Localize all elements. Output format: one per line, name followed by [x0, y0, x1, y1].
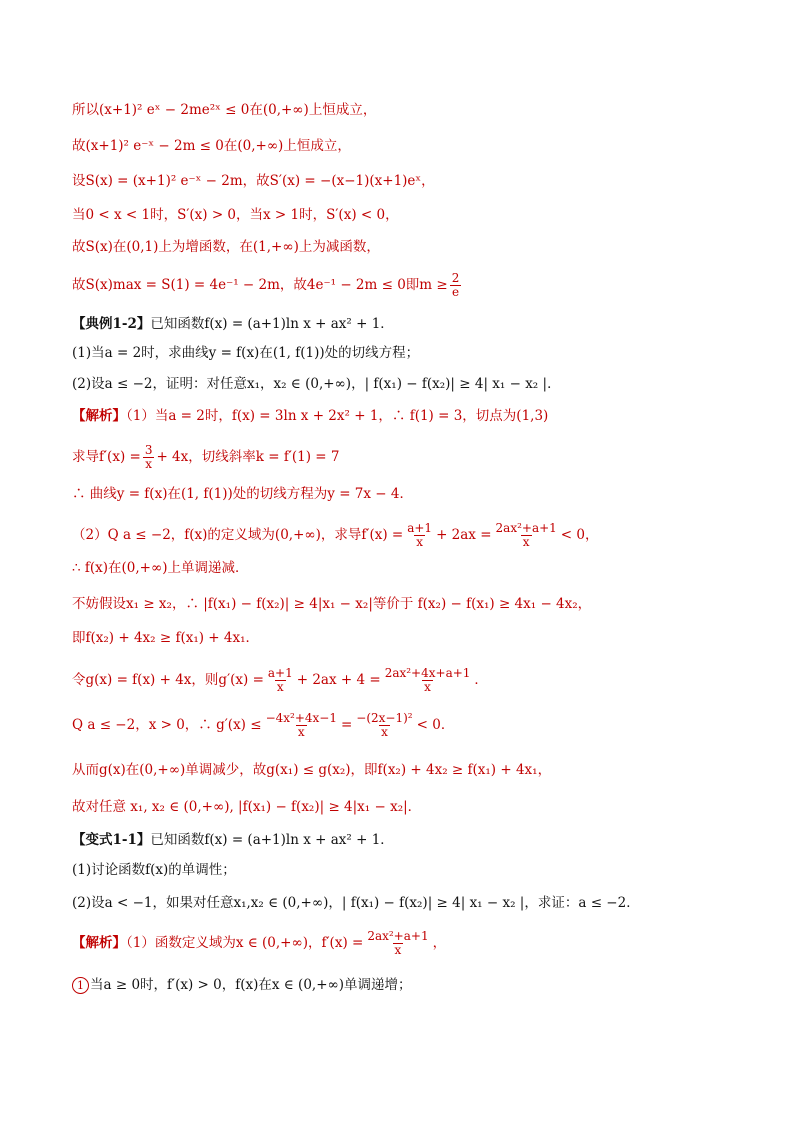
fraction	[365, 930, 430, 957]
fraction	[354, 712, 414, 739]
fraction	[264, 712, 339, 739]
fraction	[450, 272, 462, 299]
text-line	[72, 272, 463, 299]
line-text: (2)设a < −1，如果对任意x₁,x₂ ∈ (0,+∞)，| f(x₁) − f(x₂)| ≥ 4| x₁ − x₂ |，求证：a ≤ −2．	[72, 895, 640, 911]
line-text: 从而g(x)在(0,+∞)单调减少，故g(x₁) ≤ g(x₂)，即f(x₂) + 4x₂ ≥ f(x₁) + 4x₁，	[72, 762, 552, 778]
fraction	[383, 667, 473, 694]
text-line	[72, 406, 548, 426]
line-text: 所以(x+1)² eˣ − 2me²ˣ ≤ 0在(0,+∞)上恒成立，	[72, 102, 377, 118]
fraction	[494, 522, 559, 549]
line-text: 令g(x) = f(x) + 4x，则g′(x) =	[72, 672, 264, 688]
fraction-numerator: 3	[144, 443, 153, 457]
text-line	[72, 136, 351, 156]
text-line	[72, 667, 488, 694]
fraction-numerator: a+1	[267, 666, 293, 680]
line-text: 设S(x) = (x+1)² e⁻ˣ − 2m，故S′(x) = −(x−1)(x+1)eˣ，	[72, 173, 435, 189]
fraction-denominator: x	[276, 680, 284, 694]
circled-number-icon: 1	[72, 977, 89, 994]
text-line	[72, 797, 421, 817]
line-text: Q a ≤ −2，x > 0，∴ g′(x) ≤	[72, 717, 262, 733]
line-text: （1）函数定义域为x ∈ (0,+∞)，f′(x) =	[126, 935, 364, 951]
fraction-denominator: x	[297, 725, 305, 739]
line-text: (1)讨论函数f(x)的单调性；	[72, 862, 236, 878]
fraction-denominator: x	[145, 457, 153, 471]
section-label: 【典例1-2】	[72, 316, 151, 332]
line-text: =	[340, 717, 353, 733]
line-text: ．	[474, 672, 488, 688]
fraction-numerator: 2ax²+4x+a+1	[384, 666, 471, 680]
section-label: 【变式1-1】	[72, 832, 151, 848]
line-text: ，	[432, 935, 447, 951]
fraction-denominator: x	[416, 535, 424, 549]
line-text: + 4x，切线斜率k = f′(1) = 7	[156, 449, 340, 465]
text-line	[72, 712, 454, 739]
line-text: 当0 < x < 1时，S′(x) > 0，当x > 1时，S′(x) < 0，	[72, 207, 399, 223]
fraction-denominator: e	[451, 285, 460, 299]
fraction-numerator: −4x²+4x−1	[265, 711, 337, 725]
text-line	[72, 628, 259, 648]
text-line	[72, 975, 412, 995]
fraction-numerator: 2	[451, 271, 460, 285]
fraction-numerator: 2ax²+a+1	[495, 521, 557, 535]
line-text: 故S(x)在(0,1)上为增函数，在(1,+∞)上为减函数，	[72, 239, 380, 255]
line-text: （2）Q a ≤ −2，f(x)的定义域为(0,+∞)，求导f′(x) =	[72, 527, 404, 543]
line-text: (2)设a ≤ −2，证明：对任意x₁，x₂ ∈ (0,+∞)，| f(x₁) − f(x₂)| ≥ 4| x₁ − x₂ |．	[72, 376, 561, 392]
line-text: ∴ 曲线y = f(x)在(1, f(1))处的切线方程为y = 7x − 4．	[72, 486, 413, 502]
text-line	[72, 314, 394, 334]
section-label: 【解析】	[72, 935, 126, 951]
text-line	[72, 760, 551, 780]
line-text: 求导f′(x) =	[72, 449, 141, 465]
line-text: 即f(x₂) + 4x₂ ≥ f(x₁) + 4x₁．	[72, 630, 260, 646]
fraction-numerator: a+1	[407, 521, 433, 535]
text-line	[72, 522, 599, 549]
fraction	[143, 444, 155, 471]
line-text: ∴ f(x)在(0,+∞)上单调递减．	[72, 560, 249, 576]
line-text: 已知函数f(x) = (a+1)ln x + ax² + 1．	[150, 316, 394, 332]
text-line	[72, 100, 376, 120]
line-text: 故S(x)max = S(1) = 4e⁻¹ − 2m，故4e⁻¹ − 2m ≤ 0即m ≥	[72, 277, 448, 293]
fraction-denominator: x	[522, 535, 530, 549]
text-line	[72, 860, 236, 880]
text-line	[72, 484, 413, 504]
text-line	[72, 343, 419, 363]
line-text: < 0．	[416, 717, 455, 733]
text-line	[72, 930, 446, 957]
fraction	[405, 522, 434, 549]
line-text: < 0，	[560, 527, 599, 543]
line-text: 已知函数f(x) = (a+1)ln x + ax² + 1．	[150, 832, 394, 848]
line-text: + 2ax =	[436, 527, 492, 543]
fraction-numerator: 2ax²+a+1	[367, 929, 429, 943]
fraction-denominator: x	[394, 943, 402, 957]
section-label: 【解析】	[72, 408, 126, 424]
fraction-numerator: −(2x−1)²	[356, 711, 413, 725]
text-line	[72, 893, 640, 913]
fraction-denominator: x	[381, 725, 388, 739]
text-line	[72, 594, 591, 614]
text-line	[72, 444, 340, 471]
line-text: 故(x+1)² e⁻ˣ − 2m ≤ 0在(0,+∞)上恒成立，	[72, 138, 351, 154]
text-line	[72, 558, 249, 578]
fraction	[266, 667, 295, 694]
text-line	[72, 237, 380, 257]
fraction-denominator: x	[424, 680, 431, 694]
line-text: (1)当a = 2时，求曲线y = f(x)在(1, f(1))处的切线方程；	[72, 345, 420, 361]
line-text: 不妨假设x₁ ≥ x₂，∴ |f(x₁) − f(x₂)| ≥ 4|x₁ − x₂|等价于 f(x₂) − f(x₁) ≥ 4x₁ − 4x₂，	[72, 596, 592, 612]
line-text: （1）当a = 2时，f(x) = 3ln x + 2x² + 1，∴ f(1) = 3，切点为(1,3)	[126, 408, 549, 424]
text-line	[72, 205, 399, 225]
line-text: 故对任意 x₁, x₂ ∈ (0,+∞), |f(x₁) − f(x₂)| ≥ 4|x₁ − x₂|．	[72, 799, 422, 815]
text-line	[72, 374, 561, 394]
text-line	[72, 830, 394, 850]
line-text: + 2ax + 4 =	[296, 672, 381, 688]
line-text: 当a ≥ 0时，f′(x) > 0，f(x)在x ∈ (0,+∞)单调递增；	[90, 977, 412, 993]
text-line	[72, 171, 435, 191]
